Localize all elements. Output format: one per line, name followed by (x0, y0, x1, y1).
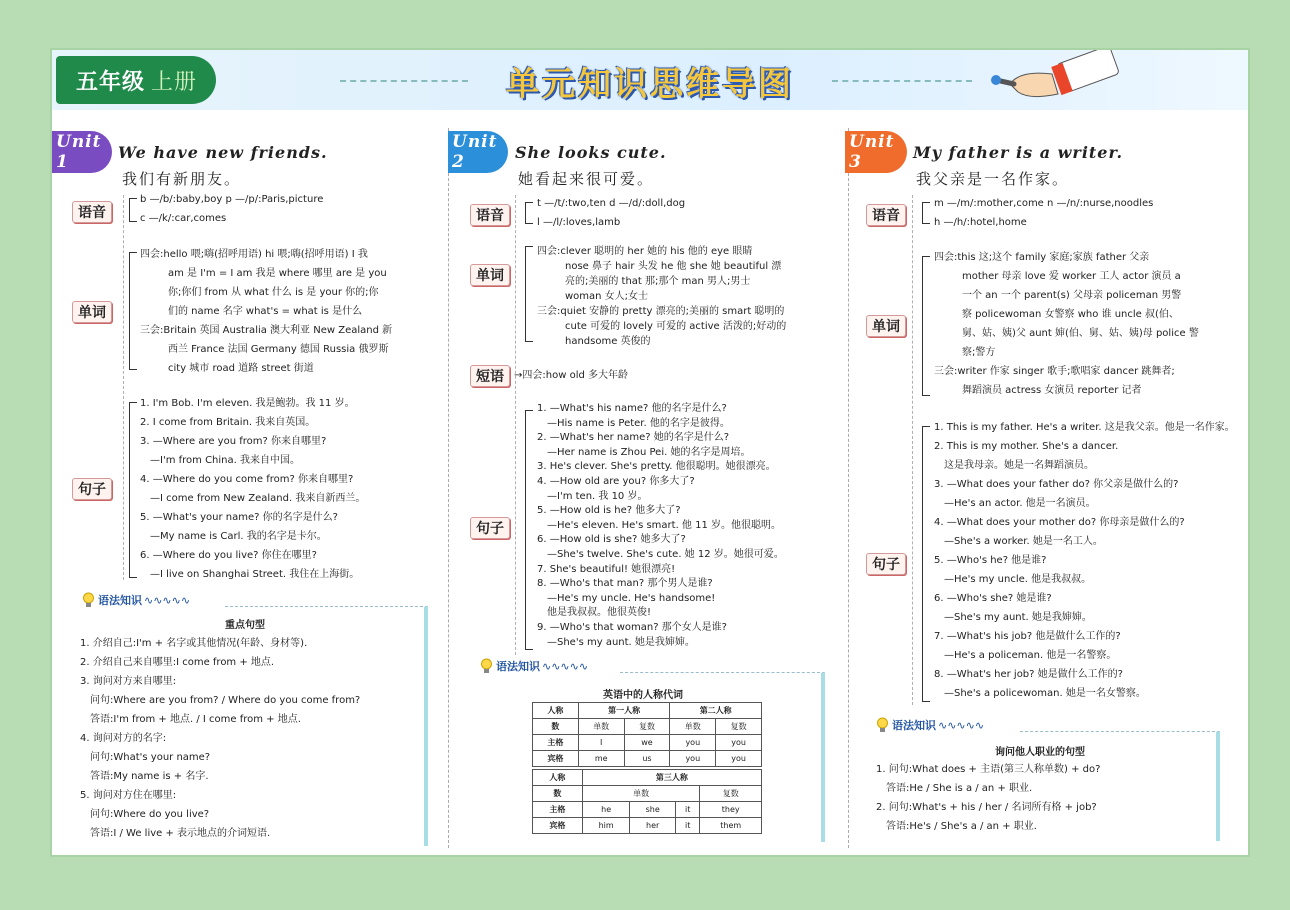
unit2-phrase: →四会:how old 多大年龄 (514, 370, 628, 381)
vocab-line: nose 鼻子 hair 头发 he 他 she 她 beautiful 漂 (565, 261, 782, 272)
table-cell: they (700, 802, 762, 818)
grammar-line: 3. 询问对方来自哪里: (80, 676, 177, 687)
table-cell: 人称 (533, 770, 583, 786)
table-cell: 宾格 (533, 751, 579, 767)
sentence-line: —She's twelve. She's cute. 她 12 岁。她很可爱。 (547, 548, 784, 560)
unit1-title-cn: 我们有新朋友。 (122, 170, 242, 188)
vocab-line: woman 女人;女士 (565, 291, 649, 302)
table-cell: 数 (533, 786, 583, 802)
unit2-mindmap-line (515, 195, 516, 655)
unit3-title-cn: 我父亲是一名作家。 (916, 170, 1070, 188)
sentence-line: —She's my aunt. 她是我婶婶。 (547, 636, 695, 648)
grade-text: 五年级 (76, 69, 146, 95)
unit2-tag: Unit 2 (448, 131, 508, 173)
table-cell: you (670, 735, 716, 751)
sentence-line: 3. He's clever. She's pretty. 他很聪明。她很漂亮。 (537, 461, 776, 473)
grammar-line: 2. 介绍自己来自哪里:I come from + 地点. (80, 657, 275, 668)
unit3-vocab-tag: 单词 (866, 315, 906, 337)
vocab-line: 四会:clever 聪明的 her 她的 his 他的 eye 眼睛 (537, 246, 753, 257)
unit1-mindmap-line (123, 195, 124, 580)
table-cell: 复数 (624, 719, 670, 735)
vocab-line: 四会:hello 喂;嗨(招呼用语) hi 喂;嗨(招呼用语) I 我 (140, 249, 368, 260)
grammar-line: 问句:What's your name? (90, 752, 211, 763)
unit1-phonics-brace (129, 198, 137, 222)
sentence-line: —He's my uncle. 他是我叔叔。 (944, 574, 1092, 585)
table-cell: 复数 (716, 719, 762, 735)
table-cell: she (630, 802, 675, 818)
phonics-line: l —/l/:loves,lamb (537, 217, 621, 228)
table-cell: it (675, 818, 700, 834)
vocab-line: 察 policewoman 女警察 who 谁 uncle 叔(伯、 (962, 309, 1179, 320)
grammar-line: 1. 介绍自己:I'm + 名字或其他情况(年龄、身材等). (80, 638, 308, 649)
vocab-line: 三会:quiet 安静的 pretty 漂亮的;美丽的 smart 聪明的 (537, 306, 785, 317)
table-cell: us (624, 751, 670, 767)
unit1-sentence-brace (129, 402, 137, 578)
unit2-phonics-tag: 语音 (470, 204, 510, 226)
sentence-line: 2. I come from Britain. 我来自英国。 (140, 417, 316, 428)
sentence-line: —He's eleven. He's smart. 他 11 岁。他很聪明。 (547, 519, 782, 531)
unit3-phonics-list (934, 194, 1153, 232)
vocab-line: 四会:this 这;这个 family 家庭;家族 father 父亲 (934, 252, 1150, 263)
table-cell: 单数 (670, 719, 716, 735)
sentence-line: —I come from New Zealand. 我来自新西兰。 (150, 493, 366, 504)
table-cell: you (716, 751, 762, 767)
sentence-line: 5. —How old is he? 他多大了? (537, 505, 681, 517)
vocab-line: 察;警方 (962, 347, 996, 358)
unit3-sentence-list (934, 418, 1235, 703)
sentence-line: 8. —Who's that man? 那个男人是谁? (537, 578, 713, 590)
grammar-line: 2. 问句:What's + his / her / 名词所有格 + job? (876, 802, 1097, 813)
unit2-vocab-tag: 单词 (470, 264, 510, 286)
grammar-label: 语法知识 (892, 719, 936, 732)
grammar-line: 答语:He's / She's a / an + 职业. (886, 821, 1037, 832)
vocab-line: mother 母亲 love 爱 worker 工人 actor 演员 a (962, 271, 1181, 282)
table-cell: 第一人称 (578, 703, 670, 719)
sentence-line: 3. —Where are you from? 你来自哪里? (140, 436, 327, 447)
table-cell: 主格 (533, 802, 583, 818)
unit1-sentence-tag: 句子 (72, 478, 112, 500)
unit2-phrase-tag: 短语 (470, 365, 510, 387)
sentence-line: 这是我母亲。她是一名舞蹈演员。 (944, 460, 1094, 471)
table-cell: 第三人称 (582, 770, 761, 786)
sentence-line: —She's my aunt. 她是我婶婶。 (944, 612, 1092, 623)
phonics-line: c —/k/:car,comes (140, 213, 227, 224)
vocab-line: am 是 I'm = I am 我是 where 哪里 are 是 you (168, 268, 387, 279)
table-cell: 复数 (700, 786, 762, 802)
unit2-table-title: 英语中的人称代词 (603, 690, 683, 701)
sentence-line: 4. —How old are you? 你多大了? (537, 475, 695, 487)
unit3-grammar-title: 询问他人职业的句型 (995, 747, 1085, 758)
phonics-line: b —/b/:baby,boy p —/p/:Paris,picture (140, 194, 324, 205)
phonics-line: h —/h/:hotel,home (934, 217, 1027, 228)
grammar-line: 答语:He / She is a / an + 职业. (886, 783, 1033, 794)
column-divider-2 (848, 128, 849, 848)
table-cell: it (675, 802, 700, 818)
unit2-vocab-list (537, 244, 786, 349)
table-cell: I (578, 735, 624, 751)
vocab-line: 三会:writer 作家 singer 歌手;歌唱家 dancer 跳舞者; (934, 366, 1175, 377)
sentence-line: —Her name is Zhou Pei. 她的名字是周培。 (547, 446, 751, 458)
unit1-vocab-brace (129, 252, 137, 370)
phonics-line: m —/m/:mother,come n —/n/:nurse,noodles (934, 198, 1154, 209)
sentence-line: 5. —What's your name? 你的名字是什么? (140, 512, 338, 523)
sentence-line: —I live on Shanghai Street. 我住在上海街。 (150, 569, 360, 580)
vocab-line: cute 可爱的 lovely 可爱的 active 活泼的;好动的 (565, 321, 787, 332)
table-cell: 宾格 (533, 818, 583, 834)
unit1-grammar-heading: 语法知识 ∿∿∿∿∿ (82, 592, 190, 608)
sentence-line: 2. This is my mother. She's a dancer. (934, 441, 1119, 452)
vocab-line: 三会:Britain 英国 Australia 澳大利亚 New Zealand 新 (140, 325, 393, 336)
sentence-line: —She's a policewoman. 她是一名女警察。 (944, 688, 1146, 699)
unit1-phonics-list (140, 190, 323, 228)
table-cell: me (578, 751, 624, 767)
pointing-hand-icon (990, 50, 1120, 102)
grammar-line: 5. 询问对方住在哪里: (80, 790, 177, 801)
sentence-line: 1. I'm Bob. I'm eleven. 我是鲍勃。我 11 岁。 (140, 398, 355, 409)
unit3-vocab-list (934, 248, 1199, 400)
vocab-line: handsome 英俊的 (565, 336, 651, 347)
unit2-sentence-list (537, 402, 784, 650)
sentence-line: 他是我叔叔。他很英俊! (547, 607, 652, 619)
sentence-line: —He's a policeman. 他是一名警察。 (944, 650, 1117, 661)
unit3-phonics-brace (922, 202, 930, 224)
sentence-line: 6. —How old is she? 她多大了? (537, 534, 686, 546)
unit2-sentence-tag: 句子 (470, 517, 510, 539)
grade-sub-text: 上册 (151, 69, 198, 95)
sentence-line: 2. —What's her name? 她的名字是什么? (537, 432, 730, 444)
grammar-line: 答语:My name is + 名字. (90, 771, 209, 782)
unit2-grammar-heading: 语法知识 ∿∿∿∿∿ (480, 658, 588, 674)
grade-badge (56, 56, 216, 104)
grammar-line: 答语:I'm from + 地点. / I come from + 地点. (90, 714, 301, 725)
unit3-vocab-brace (922, 256, 930, 396)
table-cell: him (582, 818, 630, 834)
pronoun-table-2 (532, 769, 762, 834)
unit1-title: We have new friends. (118, 143, 328, 162)
grammar-label: 语法知识 (496, 660, 540, 673)
grammar-line: 答语:I / We live + 表示地点的介词短语. (90, 828, 271, 839)
vocab-line: 舞蹈演员 actress 女演员 reporter 记者 (962, 385, 1142, 396)
sentence-line: —I'm ten. 我 10 岁。 (547, 490, 648, 502)
unit1-grammar-title: 重点句型 (225, 620, 265, 631)
sentence-line: 8. —What's her job? 她是做什么工作的? (934, 669, 1123, 680)
unit2-title: She looks cute. (515, 143, 667, 162)
unit3-phonics-tag: 语音 (866, 204, 906, 226)
sentence-line: 1. This is my father. He's a writer. 这是我父亲。他是一名作家。 (934, 422, 1235, 433)
unit1-vocab-list (140, 245, 425, 378)
sentence-line: 4. —Where do you come from? 你来自哪里? (140, 474, 354, 485)
unit3-mindmap-line (912, 195, 913, 705)
sentence-line: —He's my uncle. He's handsome! (547, 592, 716, 604)
sentence-line: —She's a worker. 她是一名工人。 (944, 536, 1103, 547)
table-cell: her (630, 818, 675, 834)
table-cell: 主格 (533, 735, 579, 751)
sentence-line: —His name is Peter. 他的名字是彼得。 (547, 417, 730, 429)
grammar-label: 语法知识 (98, 594, 142, 607)
table-cell: 单数 (578, 719, 624, 735)
sentence-line: 7. She's beautiful! 她很漂亮! (537, 563, 676, 575)
vocab-line: 亮的;美丽的 that 那;那个 man 男人;男士 (565, 276, 751, 287)
phonics-line: t —/t/:two,ten d —/d/:doll,dog (537, 198, 686, 209)
unit1-grammar-list (80, 634, 360, 843)
sentence-line: 6. —Who's she? 她是谁? (934, 593, 1052, 604)
sentence-line: 3. —What does your father do? 你父亲是做什么的? (934, 479, 1179, 490)
table-cell: them (700, 818, 762, 834)
sentence-line: —He's an actor. 他是一名演员。 (944, 498, 1096, 509)
vocab-line: 西兰 France 法国 Germany 德国 Russia 俄罗斯 (168, 344, 389, 355)
vocab-line: city 城市 road 道路 street 街道 (168, 363, 314, 374)
unit3-grammar-heading: 语法知识 ∿∿∿∿∿ (876, 717, 984, 733)
page-title: 单元知识思维导图 (506, 64, 794, 103)
column-divider-1 (448, 128, 449, 848)
unit1-vocab-tag: 单词 (72, 301, 112, 323)
unit3-title: My father is a writer. (913, 143, 1124, 162)
table-cell: 人称 (533, 703, 579, 719)
grammar-line: 问句:Where are you from? / Where do you come from? (90, 695, 361, 706)
table-cell: you (670, 751, 716, 767)
table-cell: we (624, 735, 670, 751)
pronoun-table-1 (532, 702, 762, 767)
sentence-line: —My name is Carl. 我的名字是卡尔。 (150, 531, 327, 542)
unit1-phonics-tag: 语音 (72, 201, 112, 223)
sentence-line: 7. —What's his job? 他是做什么工作的? (934, 631, 1121, 642)
unit2-phonics-brace (525, 202, 533, 224)
grammar-line: 1. 问句:What does + 主语(第三人称单数) + do? (876, 764, 1101, 775)
sentence-line: —I'm from China. 我来自中国。 (150, 455, 300, 466)
table-cell: 数 (533, 719, 579, 735)
table-cell: you (716, 735, 762, 751)
table-cell: 单数 (582, 786, 700, 802)
table-cell: 第二人称 (670, 703, 762, 719)
grammar-line: 4. 询问对方的名字: (80, 733, 167, 744)
lightbulb-icon (876, 717, 889, 733)
unit3-sentence-brace (922, 426, 930, 702)
sentence-line: 9. —Who's that woman? 那个女人是谁? (537, 621, 727, 633)
sentence-line: 5. —Who's he? 他是谁? (934, 555, 1047, 566)
unit1-tag: Unit 1 (52, 131, 112, 173)
unit2-phonics-list (537, 194, 685, 232)
unit1-sentence-list (140, 394, 365, 584)
grammar-line: 问句:Where do you live? (90, 809, 210, 820)
sentence-line: 6. —Where do you live? 你住在哪里? (140, 550, 317, 561)
sentence-line: 1. —What's his name? 他的名字是什么? (537, 403, 727, 414)
phrase-line: 四会:how old 多大年龄 (522, 370, 628, 381)
unit2-vocab-brace (525, 246, 533, 342)
title-dash-left (340, 80, 468, 82)
vocab-line: 你;你们 from 从 what 什么 is 是 your 你的;你 (168, 287, 379, 298)
unit3-tag: Unit 3 (845, 131, 907, 173)
lightbulb-icon (82, 592, 95, 608)
lightbulb-icon (480, 658, 493, 674)
vocab-line: 们的 name 名字 what's = what is 是什么 (168, 306, 363, 317)
unit3-grammar-list (876, 760, 1100, 836)
vocab-line: 舅、姑、姨)父 aunt 婶(伯、舅、姑、姨)母 police 警 (962, 328, 1199, 339)
sentence-line: 4. —What does your mother do? 你母亲是做什么的? (934, 517, 1185, 528)
unit2-sentence-brace (525, 410, 533, 650)
table-cell: he (582, 802, 630, 818)
unit2-title-cn: 她看起来很可爱。 (518, 170, 655, 188)
unit3-sentence-tag: 句子 (866, 553, 906, 575)
vocab-line: 一个 an 一个 parent(s) 父母亲 policeman 男警 (962, 290, 1182, 301)
title-dash-right (832, 80, 972, 82)
